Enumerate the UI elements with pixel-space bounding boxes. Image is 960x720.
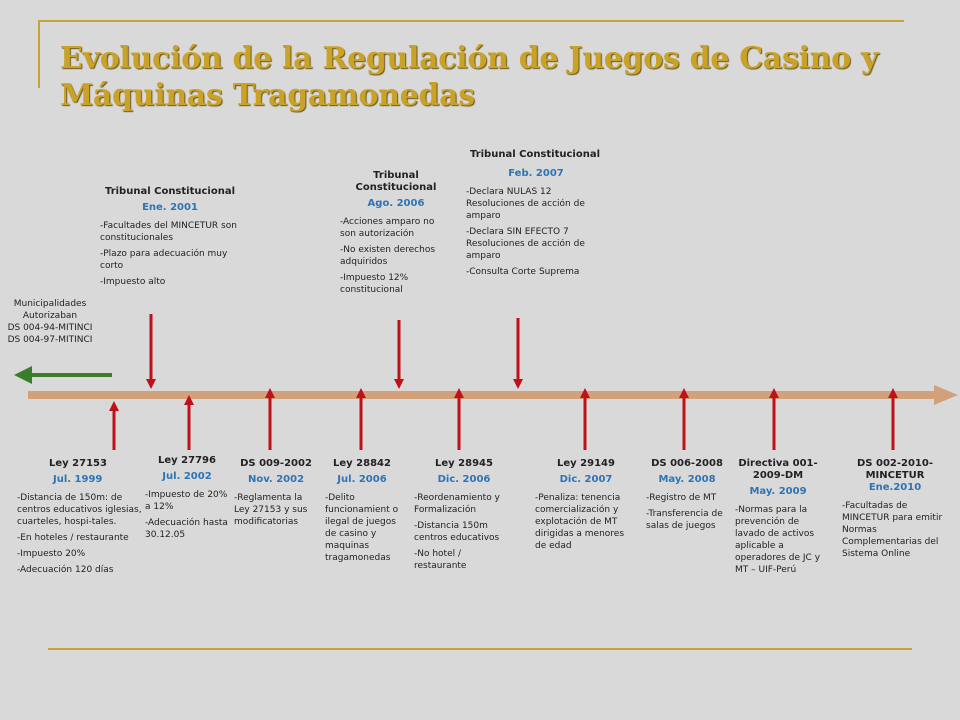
event-heading: Ley 27153 [49, 458, 107, 469]
event-item: -Distancia 150m centros educativos [414, 521, 500, 543]
event-date: Jul. 2002 [162, 471, 212, 482]
event-item: -Reordenamiento y Formalización [414, 493, 500, 515]
event-ley-27153 [17, 458, 143, 576]
event-date: Ene.2010 [868, 482, 922, 493]
event-heading: Ley 28842 [333, 458, 391, 469]
event-item: -En hoteles / restaurante [17, 533, 129, 543]
event-item: -Impuesto de 20% a 12% [145, 490, 228, 512]
event-heading: Tribunal Constitucional [104, 186, 236, 197]
muni-line-1: Municipalidades [13, 299, 87, 309]
event-item: -Facultadas de MINCETUR para emitir Normas Complementarias del Sistema Online [842, 501, 943, 559]
event-heading: DS 006-2008 [651, 458, 723, 469]
event-ley-28842 [325, 458, 399, 564]
event-item: -Acciones amparo no son autorización [340, 217, 435, 239]
event-item: -Adecuación hasta 30.12.05 [145, 518, 228, 540]
event-date: Ene. 2001 [142, 202, 198, 213]
muni-line-4: DS 004-97-MITINCI [7, 335, 93, 345]
event-item: -No hotel / restaurante [414, 549, 467, 571]
event-item: -Adecuación 120 días [17, 565, 114, 575]
event-ley-28945 [414, 458, 514, 572]
event-heading: Ley 29149 [557, 458, 615, 469]
event-date: May. 2008 [658, 474, 716, 485]
event-item: -Delito funcionamient o ilegal de juegos de casino y maquinas tragamonedas [325, 493, 399, 563]
event-date: Dic. 2007 [559, 474, 613, 485]
event-date: Ago. 2006 [367, 198, 425, 209]
event-item: -Normas para la prevención de lavado de activos aplicable a operadores de JC y MT – UIF-Perú [735, 505, 821, 575]
event-date: Jul. 1999 [53, 474, 103, 485]
event-directiva-2009 [735, 458, 821, 576]
muni-line-2: Autorizaban [22, 311, 78, 321]
event-heading: DS 002-2010-MINCETUR [857, 458, 933, 481]
event-heading: Ley 28945 [435, 458, 493, 469]
event-date: Dic. 2006 [437, 474, 491, 485]
event-heading: Ley 27796 [158, 455, 216, 466]
event-item: -Declara NULAS 12 Resoluciones de acción de amparo [466, 187, 585, 221]
event-item: -Impuesto alto [100, 277, 166, 287]
event-item: -Impuesto 12% constitucional [340, 273, 409, 295]
event-item: -Penaliza: tenencia comercialización y explotación de MT dirigidas a menores de edad [535, 493, 625, 551]
event-tc-2007 [466, 146, 606, 278]
event-date: Jul. 2006 [337, 474, 387, 485]
event-item: -No existen derechos adquiridos [340, 245, 436, 267]
event-ley-29149 [535, 458, 637, 552]
title-line-1: Evolución de la Regulación de Juegos de Casino y [60, 41, 879, 76]
event-ds-009-2002 [234, 458, 318, 528]
event-date: Feb. 2007 [508, 168, 564, 179]
event-item: -Impuesto 20% [17, 549, 86, 559]
municipalidades-note [0, 298, 100, 346]
event-item: -Distancia de 150m: de centros educativos iglesias, cuarteles, hospi-tales. [17, 493, 142, 527]
event-heading: Tribunal Constitucional [355, 170, 437, 193]
event-date: Nov. 2002 [247, 474, 305, 485]
event-tc-2006 [340, 170, 452, 296]
event-ley-27796 [145, 455, 229, 541]
event-item: -Plazo para adecuación muy corto [100, 249, 228, 271]
event-date: May. 2009 [749, 486, 807, 497]
event-item: -Transferencia de salas de juegos [646, 509, 723, 531]
event-heading: Directiva 001-2009-DM [738, 458, 818, 481]
event-item: -Facultades del MINCETUR son constitucionales [100, 221, 237, 243]
green-left-arrowhead [14, 366, 32, 384]
event-ds-002-2010 [842, 458, 948, 560]
event-item: -Declara SIN EFECTO 7 Resoluciones de acción de amparo [466, 227, 585, 261]
event-ds-006-2008 [646, 458, 728, 532]
event-item: -Consulta Corte Suprema [466, 267, 580, 277]
event-heading: Tribunal Constitucional [469, 149, 601, 160]
event-heading: DS 009-2002 [240, 458, 312, 469]
event-tc-2001 [100, 186, 240, 288]
event-item: -Registro de MT [646, 493, 717, 503]
title-line-2: Máquinas Tragamonedas [60, 78, 475, 113]
muni-line-3: DS 004-94-MITINCI [7, 323, 93, 333]
event-item: -Reglamenta la Ley 27153 y sus modificatorias [234, 493, 308, 527]
